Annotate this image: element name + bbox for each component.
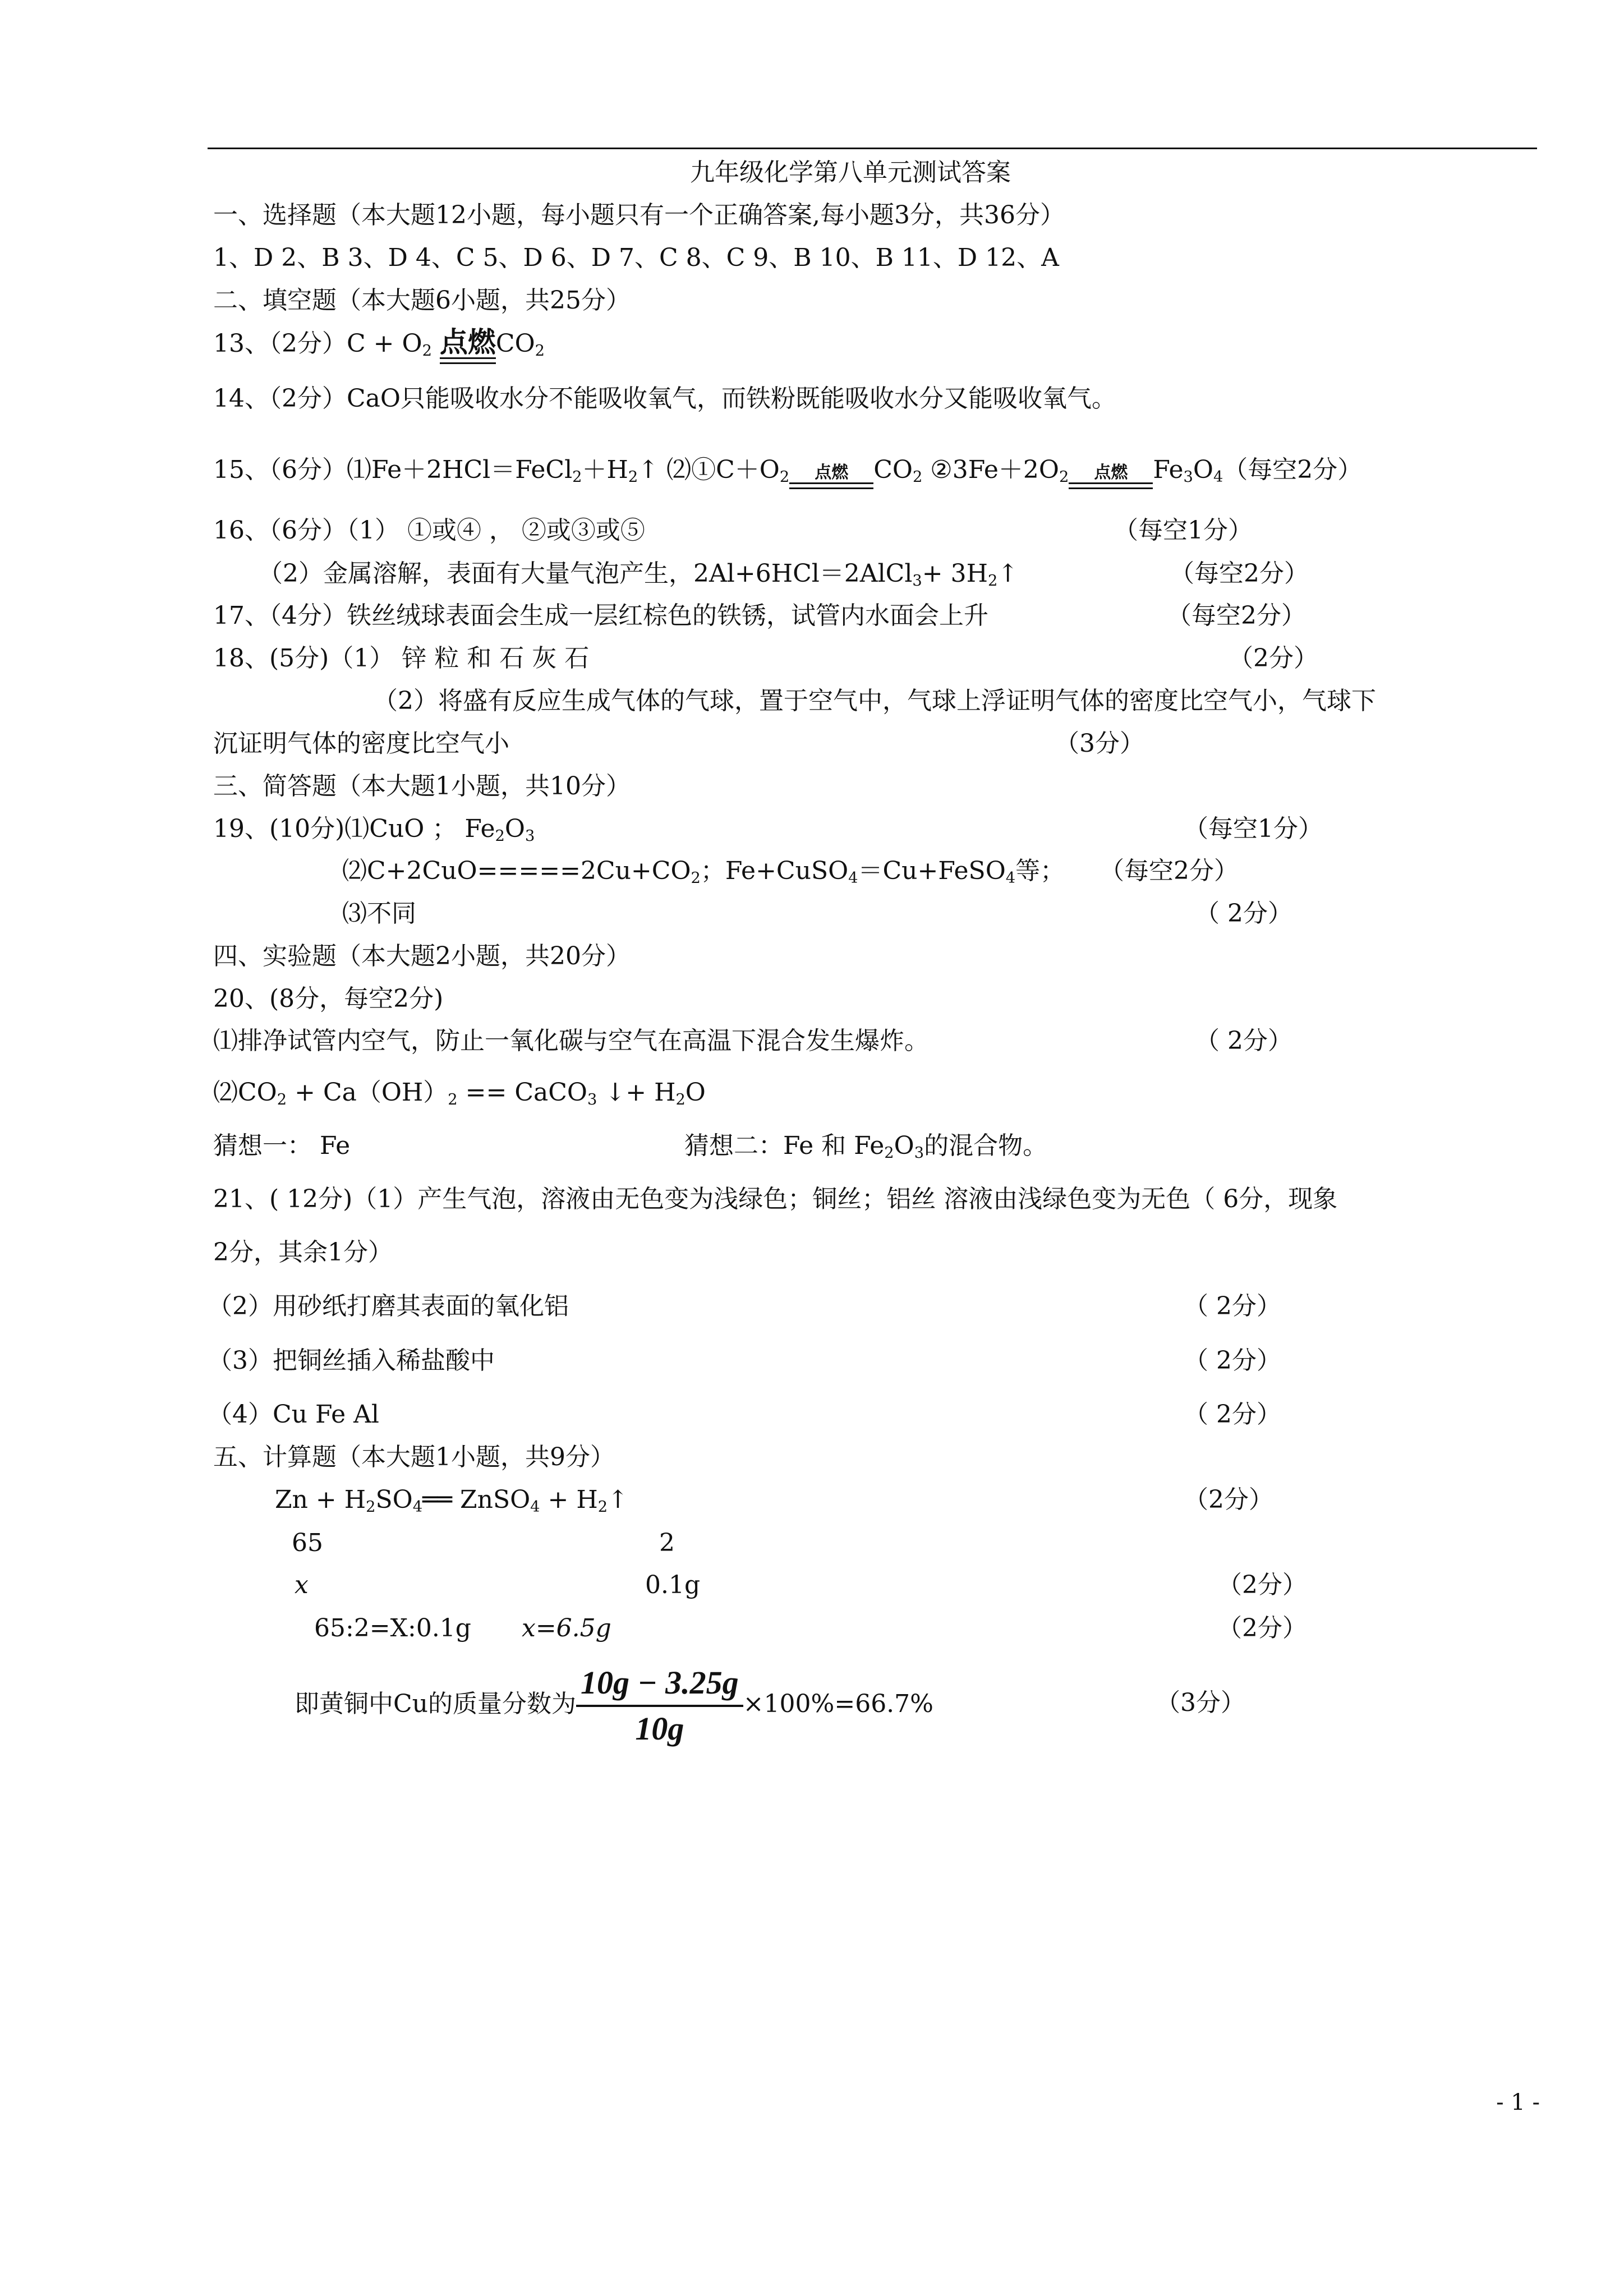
- page-number: - 1 -: [1496, 2090, 1540, 2115]
- q15-line: 15、（6分）$⑴Fe+2HCl=FeCl_2+H_2↑$ $⑵①C+O_2$ 点燃 $CO_2$ $②3Fe+2O_2$ 点燃 $Fe_3O_4$（每空2分）: [213, 455, 1362, 489]
- q20-guess-2: 猜想二：Fe 和 $Fe_2O_3$的混合物。: [684, 1131, 1048, 1162]
- q18-line-3: 沉证明气体的密度比空气小: [213, 729, 509, 758]
- calc-final-line: 即黄铜中Cu的质量分数为 $\frac{10g - 3.25g}{10g}$ ×100%=66.7%: [295, 1663, 933, 1748]
- q21-line-3: （2）用砂纸打磨其表面的氧化铝: [208, 1292, 569, 1320]
- mass-fraction-formula: $\frac{10g - 3.25g}{10g}$: [576, 1663, 743, 1748]
- q21-score-5: （ 2分）: [1184, 1400, 1281, 1429]
- section-5-heading: 五、计算题（本大题1小题，共9分）: [213, 1443, 615, 1471]
- q16-line-1: 16、（6分）（1） ①或④ ， ②或③或⑤: [213, 516, 645, 545]
- calc-score-3: （2分）: [1217, 1614, 1307, 1642]
- q20-heading: 20、(8分，每空2分): [213, 984, 444, 1013]
- q19-score-3: （ 2分）: [1195, 899, 1292, 928]
- q21-score-4: （ 2分）: [1184, 1346, 1281, 1375]
- q21-line-2: 2分，其余1分）: [213, 1238, 393, 1267]
- q18-line-1: 18、(5分)（1） 锌 粒 和 石 灰 石: [213, 644, 590, 673]
- calc-score-1: （2分）: [1184, 1485, 1273, 1514]
- q16-score-2: （每空2分）: [1170, 559, 1309, 588]
- q18-score-1: （2分）: [1229, 644, 1318, 673]
- q19-line-1: 19、(10分)⑴CuO ； $Fe_2O_3$: [213, 815, 535, 845]
- calc-x: x: [295, 1571, 309, 1599]
- q14-line: 14、（2分）CaO只能吸收水分不能吸收氧气，而铁粉既能吸收水分又能吸收氧气。: [213, 384, 1116, 413]
- q20-line-1: ⑴排净试管内空气，防止一氧化碳与空气在高温下混合发生爆炸。: [213, 1027, 929, 1055]
- calc-ratio: 65:2=X:0.1g: [314, 1614, 471, 1642]
- calc-x-value: x=6.5g: [522, 1614, 611, 1642]
- calc-score-4: （3分）: [1156, 1688, 1245, 1717]
- q20-line-2: $⑵CO_2 + Ca(OH)_2$ == CaCO$_3$ ↓+ $H_2O$: [213, 1078, 706, 1108]
- calc-score-2: （2分）: [1217, 1571, 1307, 1599]
- calc-0-1g: 0.1g: [645, 1571, 701, 1599]
- ignite-condition: 点燃: [440, 328, 496, 364]
- calc-mass-2: 2: [659, 1529, 675, 1557]
- section-1-heading: 一、选择题（本大题12小题，每小题只有一个正确答案,每小题3分，共36分）: [213, 201, 1065, 229]
- q21-line-5: （4）Cu Fe Al: [208, 1400, 379, 1429]
- q17-line: 17、（4分）铁丝绒球表面会生成一层红棕色的铁锈，试管内水面会上升: [213, 601, 988, 630]
- q19-line-3: ⑶不同: [342, 899, 416, 928]
- q16-score-1: （每空1分）: [1114, 516, 1253, 545]
- section-3-heading: 三、简答题（本大题1小题，共10分）: [213, 772, 631, 800]
- q19-line-2: $⑵C+2CuO=====2Cu+CO_2$；Fe+CuSO$_4$＝Cu+FeSO$_4$等；: [342, 857, 1065, 887]
- section-1-answers: 1、D 2、B 3、D 4、C 5、D 6、D 7、C 8、C 9、B 10、B 11、D 12、A: [213, 243, 1059, 272]
- page-title: 九年级化学第八单元测试答案: [690, 158, 1011, 187]
- q21-score-3: （ 2分）: [1184, 1292, 1281, 1320]
- q13-line: 13、（2分）$C + O_2$ 点燃 $CO_2$: [213, 328, 545, 364]
- q19-score-2: （每空2分）: [1099, 857, 1239, 885]
- q21-line-1: 21、( 12分)（1）产生气泡，溶液由无色变为浅绿色；铜丝；铝丝 溶液由浅绿色变为无色（ 6分，现象: [213, 1185, 1338, 1213]
- q18-line-2: （2）将盛有反应生成气体的气球，置于空气中，气球上浮证明气体的密度比空气小，气球下: [373, 687, 1376, 715]
- ignite-condition: 点燃: [1069, 464, 1153, 489]
- calc-mass-65: 65: [292, 1529, 323, 1557]
- section-2-heading: 二、填空题（本大题6小题，共25分）: [213, 286, 631, 315]
- q18-score-3: （3分）: [1055, 729, 1144, 758]
- calc-equation: $Zn + H_2SO_4══$ ZnSO$_4$ + $H_2↑$: [275, 1485, 628, 1516]
- q17-score: （每空2分）: [1167, 601, 1306, 630]
- section-4-heading: 四、实验题（本大题2小题，共20分）: [213, 942, 631, 970]
- ignite-condition: 点燃: [789, 464, 873, 489]
- q20-guess-1: 猜想一： Fe: [213, 1131, 351, 1160]
- q16-line-2: （2）金属溶解，表面有大量气泡产生，2Al+6HCl＝2AlCl$_3$+ $3H_2↑$: [258, 559, 1019, 590]
- q19-score-1: （每空1分）: [1184, 815, 1323, 843]
- q21-line-4: （3）把铜丝插入稀盐酸中: [208, 1346, 495, 1375]
- header-rule: [208, 148, 1537, 149]
- q20-score-1: （ 2分）: [1195, 1027, 1292, 1055]
